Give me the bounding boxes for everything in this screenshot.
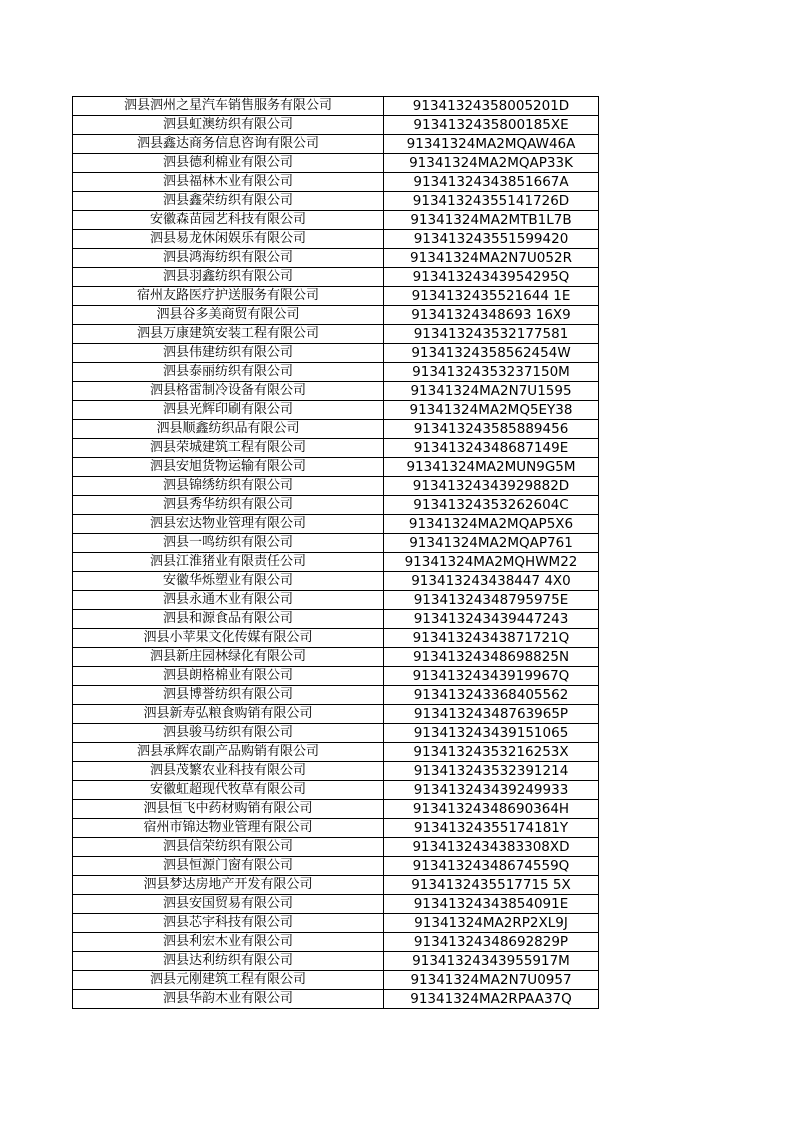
company-name-cell: 泗县泰丽纺织有限公司: [73, 363, 384, 382]
credit-code-cell: 913413243551599420: [384, 230, 599, 249]
company-name-cell: 泗县博誉纺织有限公司: [73, 686, 384, 705]
table-row: [73, 116, 599, 135]
company-name-cell: 泗县锦绣纺织有限公司: [73, 477, 384, 496]
table-row: [73, 591, 599, 610]
table-row: [73, 990, 599, 1009]
table-row: [73, 952, 599, 971]
company-name-cell: 泗县光辉印刷有限公司: [73, 401, 384, 420]
table-row: [73, 534, 599, 553]
credit-code-cell: 91341324348693 16X9: [384, 306, 599, 325]
table-row: [73, 401, 599, 420]
table-row: [73, 458, 599, 477]
credit-code-cell: 91341324353237150M: [384, 363, 599, 382]
table-row: [73, 724, 599, 743]
company-name-cell: 泗县德利棉业有限公司: [73, 154, 384, 173]
credit-code-cell: 91341324355174181Y: [384, 819, 599, 838]
credit-code-cell: 913413243585889456: [384, 420, 599, 439]
table-row: [73, 287, 599, 306]
table-row: [73, 629, 599, 648]
company-name-cell: 泗县秀华纺织有限公司: [73, 496, 384, 515]
company-name-cell: 泗县鑫荣纺织有限公司: [73, 192, 384, 211]
credit-code-cell: 91341324348692829P: [384, 933, 599, 952]
company-name-cell: 泗县福林木业有限公司: [73, 173, 384, 192]
credit-code-cell: 91341324MA2MQHWM22: [384, 553, 599, 572]
company-name-cell: 泗县信荣纺织有限公司: [73, 838, 384, 857]
credit-code-cell: 91341324353262604C: [384, 496, 599, 515]
credit-code-cell: 913413243439151065: [384, 724, 599, 743]
company-name-cell: 泗县鸿海纺织有限公司: [73, 249, 384, 268]
table-row: [73, 363, 599, 382]
table-body: [73, 97, 599, 1009]
company-name-cell: 泗县泗州之星汽车销售服务有限公司: [73, 97, 384, 116]
credit-code-cell: 91341324343871721Q: [384, 629, 599, 648]
table-row: [73, 667, 599, 686]
table-row: [73, 211, 599, 230]
table-row: [73, 819, 599, 838]
table-row: [73, 572, 599, 591]
company-name-cell: 泗县荣城建筑工程有限公司: [73, 439, 384, 458]
credit-code-cell: 9134132435800185XE: [384, 116, 599, 135]
company-name-cell: 泗县华韵木业有限公司: [73, 990, 384, 1009]
table-row: [73, 781, 599, 800]
company-name-cell: 泗县骏马纺织有限公司: [73, 724, 384, 743]
credit-code-cell: 91341324MA2MUN9G5M: [384, 458, 599, 477]
credit-code-cell: 91341324MA2MQAW46A: [384, 135, 599, 154]
table-row: [73, 230, 599, 249]
company-name-cell: 泗县朗格棉业有限公司: [73, 667, 384, 686]
table-row: [73, 477, 599, 496]
company-name-cell: 泗县万康建筑安装工程有限公司: [73, 325, 384, 344]
credit-code-cell: 91341324343854091E: [384, 895, 599, 914]
credit-code-cell: 91341324343954295Q: [384, 268, 599, 287]
credit-code-cell: 913413243438447 4X0: [384, 572, 599, 591]
company-name-cell: 泗县羽鑫纺织有限公司: [73, 268, 384, 287]
company-name-cell: 宿州友路医疗护送服务有限公司: [73, 287, 384, 306]
credit-code-cell: 913413243368405562: [384, 686, 599, 705]
table-row: [73, 135, 599, 154]
credit-code-cell: 91341324MA2RP2XL9J: [384, 914, 599, 933]
table-row: [73, 762, 599, 781]
company-name-cell: 安徽虹超现代牧草有限公司: [73, 781, 384, 800]
credit-code-cell: 913413243532391214: [384, 762, 599, 781]
company-name-cell: 泗县江淮猪业有限责任公司: [73, 553, 384, 572]
table-row: [73, 553, 599, 572]
table-row: [73, 325, 599, 344]
credit-code-cell: 91341324MA2MQAP761: [384, 534, 599, 553]
credit-code-cell: 91341324355141726D: [384, 192, 599, 211]
credit-code-cell: 91341324MA2MTB1L7B: [384, 211, 599, 230]
company-name-cell: 泗县和源食品有限公司: [73, 610, 384, 629]
table-row: [73, 800, 599, 819]
credit-code-cell: 91341324358562454W: [384, 344, 599, 363]
credit-code-cell: 91341324353216253X: [384, 743, 599, 762]
credit-code-cell: 91341324MA2MQ5EY38: [384, 401, 599, 420]
table-row: [73, 610, 599, 629]
credit-code-cell: 91341324348687149E: [384, 439, 599, 458]
table-row: [73, 173, 599, 192]
company-name-cell: 泗县鑫达商务信息咨询有限公司: [73, 135, 384, 154]
company-name-cell: 泗县谷多美商贸有限公司: [73, 306, 384, 325]
table-row: [73, 420, 599, 439]
company-name-cell: 泗县小苹果文化传媒有限公司: [73, 629, 384, 648]
company-name-cell: 泗县达利纺织有限公司: [73, 952, 384, 971]
company-name-cell: 泗县安国贸易有限公司: [73, 895, 384, 914]
credit-code-cell: 913413243532177581: [384, 325, 599, 344]
company-name-cell: 泗县新庄园林绿化有限公司: [73, 648, 384, 667]
credit-code-cell: 91341324343955917M: [384, 952, 599, 971]
company-name-cell: 安徽华烁塑业有限公司: [73, 572, 384, 591]
credit-code-cell: 91341324348763965P: [384, 705, 599, 724]
credit-code-cell: 9134132434383308XD: [384, 838, 599, 857]
company-name-cell: 宿州市锦达物业管理有限公司: [73, 819, 384, 838]
table-row: [73, 268, 599, 287]
credit-code-cell: 91341324343851667A: [384, 173, 599, 192]
table-row: [73, 971, 599, 990]
company-name-cell: 泗县安旭货物运输有限公司: [73, 458, 384, 477]
company-name-cell: 泗县新寿弘粮食购销有限公司: [73, 705, 384, 724]
table-row: [73, 154, 599, 173]
company-name-cell: 泗县恒飞中药材购销有限公司: [73, 800, 384, 819]
table-row: [73, 515, 599, 534]
table-row: [73, 97, 599, 116]
company-name-cell: 泗县恒源门窗有限公司: [73, 857, 384, 876]
company-name-cell: 泗县承辉农副产品购销有限公司: [73, 743, 384, 762]
credit-code-cell: 91341324MA2MQAP33K: [384, 154, 599, 173]
table-row: [73, 705, 599, 724]
company-name-cell: 泗县一鸣纺织有限公司: [73, 534, 384, 553]
company-name-cell: 泗县宏达物业管理有限公司: [73, 515, 384, 534]
credit-code-cell: 91341324343919967Q: [384, 667, 599, 686]
credit-code-cell: 91341324358005201D: [384, 97, 599, 116]
table-row: [73, 344, 599, 363]
company-registry-table: [72, 96, 599, 1009]
table-row: [73, 686, 599, 705]
company-name-cell: 泗县永通木业有限公司: [73, 591, 384, 610]
table-row: [73, 306, 599, 325]
table-row: [73, 648, 599, 667]
company-name-cell: 泗县顺鑫纺织品有限公司: [73, 420, 384, 439]
credit-code-cell: 91341324348690364H: [384, 800, 599, 819]
credit-code-cell: 91341324MA2MQAP5X6: [384, 515, 599, 534]
credit-code-cell: 91341324MA2N7U0957: [384, 971, 599, 990]
credit-code-cell: 9134132435517715 5X: [384, 876, 599, 895]
table-row: [73, 439, 599, 458]
table-row: [73, 895, 599, 914]
table-row: [73, 838, 599, 857]
credit-code-cell: 91341324343929882D: [384, 477, 599, 496]
table-row: [73, 192, 599, 211]
table-row: [73, 857, 599, 876]
table-row: [73, 382, 599, 401]
table-row: [73, 876, 599, 895]
company-name-cell: 泗县元刚建筑工程有限公司: [73, 971, 384, 990]
table-row: [73, 496, 599, 515]
company-name-cell: 泗县格雷制冷设备有限公司: [73, 382, 384, 401]
company-name-cell: 泗县芯宇科技有限公司: [73, 914, 384, 933]
company-name-cell: 泗县伟建纺织有限公司: [73, 344, 384, 363]
table-row: [73, 914, 599, 933]
company-name-cell: 泗县利宏木业有限公司: [73, 933, 384, 952]
credit-code-cell: 913413243439447243: [384, 610, 599, 629]
credit-code-cell: 91341324MA2N7U052R: [384, 249, 599, 268]
company-name-cell: 泗县虹澳纺织有限公司: [73, 116, 384, 135]
company-name-cell: 安徽森苗园艺科技有限公司: [73, 211, 384, 230]
table-row: [73, 249, 599, 268]
credit-code-cell: 91341324MA2RPAA37Q: [384, 990, 599, 1009]
credit-code-cell: 913413243439249933: [384, 781, 599, 800]
credit-code-cell: 91341324MA2N7U1595: [384, 382, 599, 401]
company-name-cell: 泗县梦达房地产开发有限公司: [73, 876, 384, 895]
company-name-cell: 泗县茂繁农业科技有限公司: [73, 762, 384, 781]
company-name-cell: 泗县易龙休闲娱乐有限公司: [73, 230, 384, 249]
credit-code-cell: 9134132435521644 1E: [384, 287, 599, 306]
credit-code-cell: 91341324348698825N: [384, 648, 599, 667]
table-row: [73, 933, 599, 952]
credit-code-cell: 91341324348674559Q: [384, 857, 599, 876]
table-row: [73, 743, 599, 762]
credit-code-cell: 91341324348795975E: [384, 591, 599, 610]
